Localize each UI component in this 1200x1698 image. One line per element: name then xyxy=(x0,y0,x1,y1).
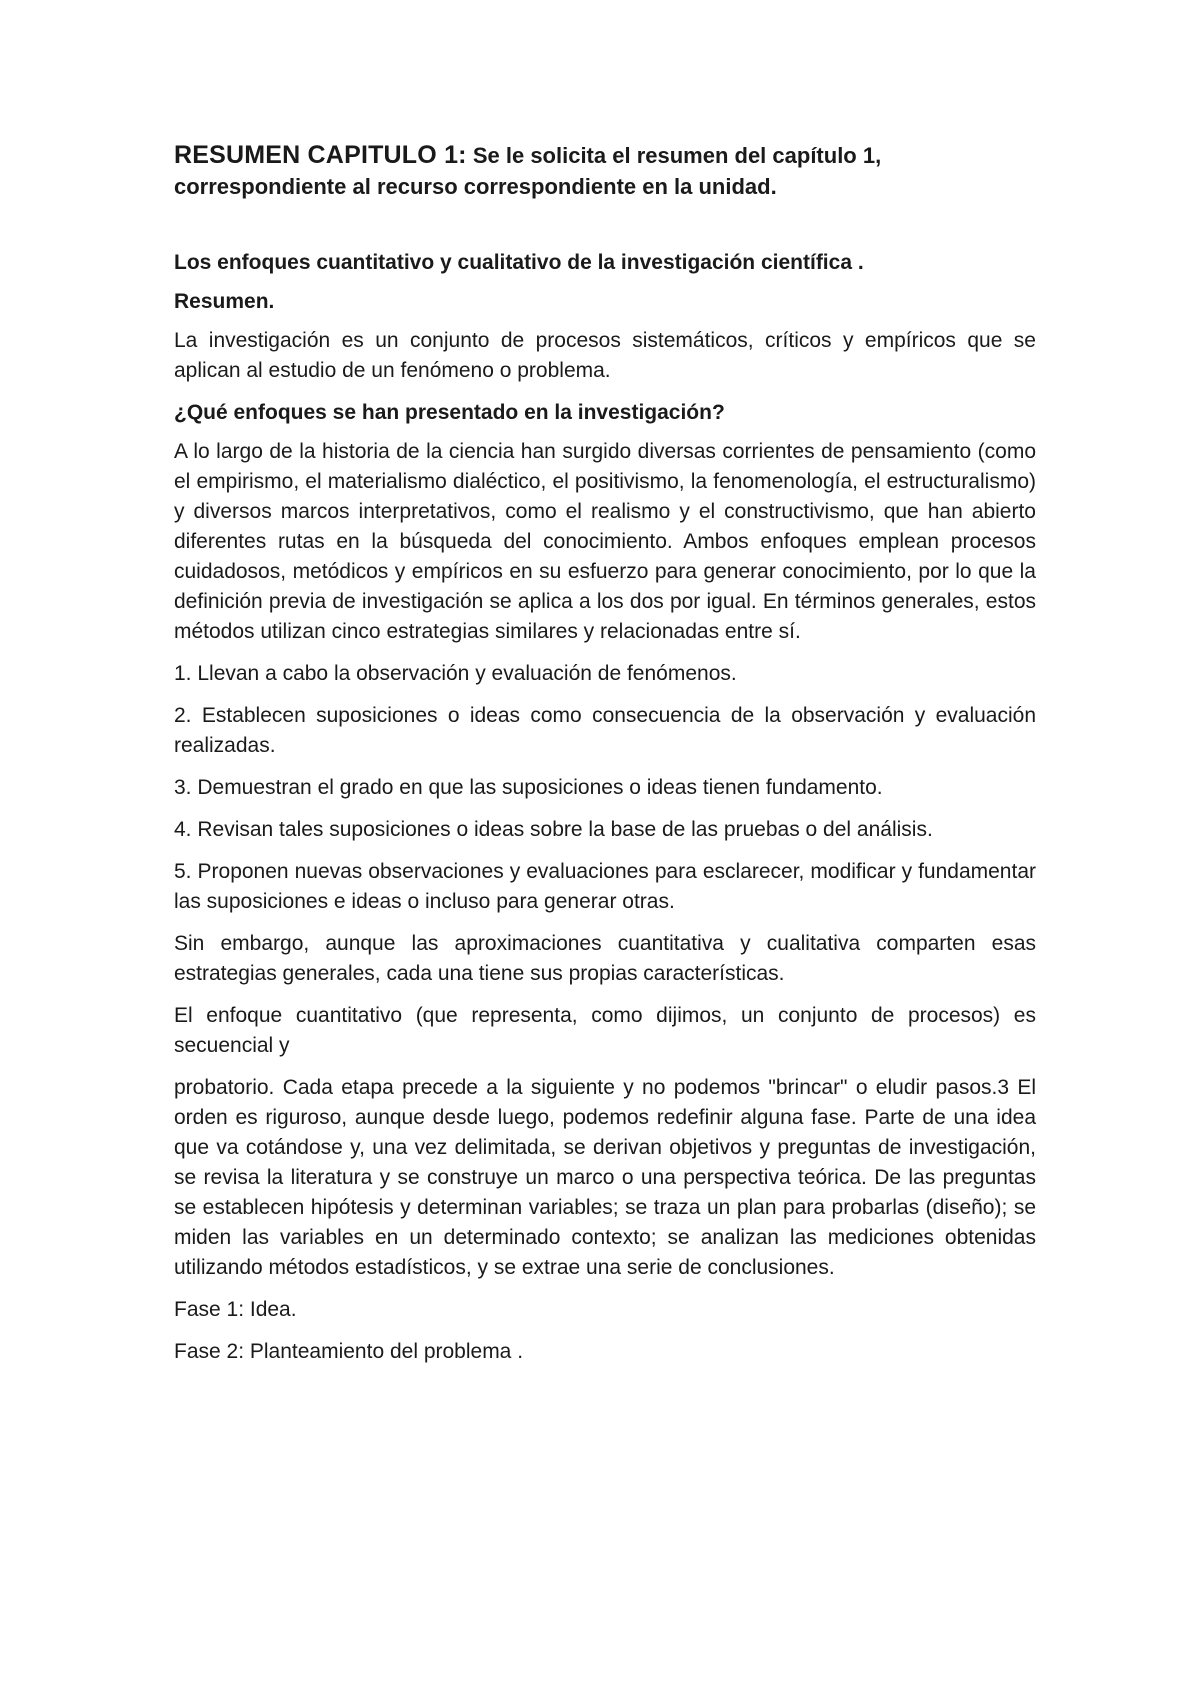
spacer xyxy=(174,202,1036,248)
document-title: Los enfoques cuantitativo y cualitativo de la investigación científica . xyxy=(174,251,864,274)
strategy-item-2: 2. Establecen suposiciones o ideas como consecuencia de la observación y evaluación realizadas. xyxy=(174,704,1036,757)
summary-heading: Resumen. xyxy=(174,290,275,313)
history-paragraph: A lo largo de la historia de la ciencia han surgido diversas corrientes de pensamiento (como el empirismo, el materialismo dialéctico, el positivismo, la fenomenología, el estructuralismo) y diversos marcos interpretativos, como el realismo y el constructivismo, que han abierto diferentes rutas en la búsqueda del conocimiento. Ambos enfoques emplean procesos cuidadosos, metódicos y empíricos en su esfuerzo para generar conocimiento, por lo que la definición previa de investigación se aplica a los dos por igual. En términos generales, estos métodos utilizan cinco estrategias similares y relacionadas entre sí. xyxy=(174,440,1036,643)
question-heading: ¿Qué enfoques se han presentado en la investigación? xyxy=(174,401,725,424)
however-paragraph: Sin embargo, aunque las aproximaciones cuantitativa y cualitativa comparten esas estrategias generales, cada una tiene sus propias características. xyxy=(174,932,1036,985)
strategy-item-5: 5. Proponen nuevas observaciones y evaluaciones para esclarecer, modificar y fundamentar las suposiciones e ideas o incluso para generar otras. xyxy=(174,860,1036,913)
assignment-instruction: Se le solicita el resumen del capítulo 1, correspondiente al recurso correspondiente en la unidad. xyxy=(174,143,882,199)
quantitative-paragraph-start: El enfoque cuantitativo (que representa, como dijimos, un conjunto de procesos) es secuencial y xyxy=(174,1004,1036,1057)
strategy-item-3: 3. Demuestran el grado en que las suposiciones o ideas tienen fundamento. xyxy=(174,776,883,799)
document-page xyxy=(174,140,1036,1379)
phase-item-2: Fase 2: Planteamiento del problema . xyxy=(174,1340,524,1363)
phase-item-1: Fase 1: Idea. xyxy=(174,1298,297,1321)
chapter-heading: RESUMEN CAPITULO 1: xyxy=(174,141,467,169)
assignment-header xyxy=(174,140,1036,202)
intro-paragraph: La investigación es un conjunto de procesos sistemáticos, críticos y empíricos que se aplican al estudio de un fenómeno o problema. xyxy=(174,329,1036,382)
quantitative-paragraph-continued: probatorio. Cada etapa precede a la siguiente y no podemos "brincar" o eludir pasos.3 El orden es riguroso, aunque desde luego, podemos redefinir alguna fase. Parte de una idea que va cotándose y, una vez delimitada, se derivan objetivos y preguntas de investigación, se revisa la literatura y se construye un marco o una perspectiva teórica. De las preguntas se establecen hipótesis y determinan variables; se traza un plan para probarlas (diseño); se miden las variables en un determinado contexto; se analizan las mediciones obtenidas utilizando métodos estadísticos, y se extrae una serie de conclusiones. xyxy=(174,1076,1036,1279)
strategy-item-4: 4. Revisan tales suposiciones o ideas sobre la base de las pruebas o del análisis. xyxy=(174,818,933,841)
strategy-item-1: 1. Llevan a cabo la observación y evaluación de fenómenos. xyxy=(174,662,737,685)
